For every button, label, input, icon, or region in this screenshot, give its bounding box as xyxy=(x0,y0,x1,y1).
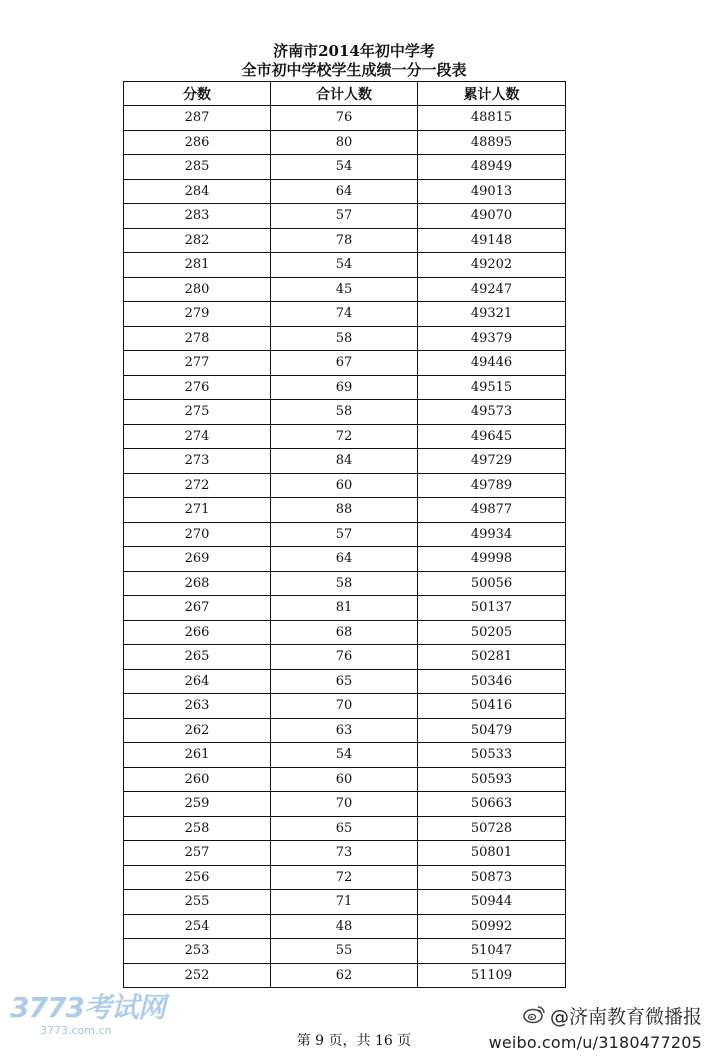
table-row xyxy=(124,743,566,768)
table-row xyxy=(124,449,566,474)
cell-cumulative: 49321 xyxy=(418,302,566,327)
cell-score: 272 xyxy=(124,473,271,498)
cell-score: 262 xyxy=(124,718,271,743)
cell-score: 287 xyxy=(124,106,271,131)
cell-score: 263 xyxy=(124,694,271,719)
cell-score: 277 xyxy=(124,351,271,376)
cell-cumulative: 50944 xyxy=(418,890,566,915)
cell-count: 73 xyxy=(271,841,418,866)
cell-count: 55 xyxy=(271,939,418,964)
cell-cumulative: 50281 xyxy=(418,645,566,670)
cell-count: 67 xyxy=(271,351,418,376)
table-row xyxy=(124,473,566,498)
table-row xyxy=(124,155,566,180)
cell-score: 256 xyxy=(124,865,271,890)
cell-cumulative: 49070 xyxy=(418,204,566,229)
cell-count: 64 xyxy=(271,547,418,572)
cell-count: 54 xyxy=(271,155,418,180)
cell-score: 280 xyxy=(124,277,271,302)
weibo-watermark xyxy=(489,1002,702,1052)
table-row xyxy=(124,547,566,572)
cell-cumulative: 50479 xyxy=(418,718,566,743)
cell-count: 88 xyxy=(271,498,418,523)
cell-score: 258 xyxy=(124,816,271,841)
column-header-score: 分数 xyxy=(124,82,271,106)
cell-count: 78 xyxy=(271,228,418,253)
table-row xyxy=(124,424,566,449)
cell-count: 62 xyxy=(271,963,418,988)
cell-cumulative: 50346 xyxy=(418,669,566,694)
cell-score: 252 xyxy=(124,963,271,988)
cell-count: 64 xyxy=(271,179,418,204)
cell-count: 63 xyxy=(271,718,418,743)
cell-count: 76 xyxy=(271,106,418,131)
cell-score: 265 xyxy=(124,645,271,670)
cell-cumulative: 50663 xyxy=(418,792,566,817)
cell-score: 279 xyxy=(124,302,271,327)
cell-score: 285 xyxy=(124,155,271,180)
cell-cumulative: 49877 xyxy=(418,498,566,523)
table-row xyxy=(124,620,566,645)
cell-count: 58 xyxy=(271,400,418,425)
cell-count: 72 xyxy=(271,424,418,449)
cell-score: 257 xyxy=(124,841,271,866)
cell-cumulative: 48949 xyxy=(418,155,566,180)
cell-count: 57 xyxy=(271,522,418,547)
cell-count: 72 xyxy=(271,865,418,890)
column-header-count: 合计人数 xyxy=(271,82,418,106)
table-row xyxy=(124,351,566,376)
cell-count: 60 xyxy=(271,767,418,792)
cell-score: 254 xyxy=(124,914,271,939)
cell-score: 260 xyxy=(124,767,271,792)
cell-cumulative: 50533 xyxy=(418,743,566,768)
table-row xyxy=(124,914,566,939)
cell-count: 68 xyxy=(271,620,418,645)
site-url: 3773.com.cn xyxy=(40,1024,112,1037)
table-row xyxy=(124,179,566,204)
cell-count: 70 xyxy=(271,694,418,719)
cell-count: 45 xyxy=(271,277,418,302)
table-row xyxy=(124,326,566,351)
table-row xyxy=(124,106,566,131)
cell-cumulative: 49789 xyxy=(418,473,566,498)
cell-score: 259 xyxy=(124,792,271,817)
cell-count: 81 xyxy=(271,596,418,621)
table-row xyxy=(124,963,566,988)
weibo-url: weibo.com/u/3180477205 xyxy=(488,1033,702,1052)
cell-score: 267 xyxy=(124,596,271,621)
weibo-account-name: @济南教育微播报 xyxy=(549,1006,702,1028)
cell-cumulative: 48895 xyxy=(418,130,566,155)
cell-cumulative: 49446 xyxy=(418,351,566,376)
cell-score: 269 xyxy=(124,547,271,572)
cell-score: 266 xyxy=(124,620,271,645)
cell-count: 65 xyxy=(271,816,418,841)
cell-cumulative: 49998 xyxy=(418,547,566,572)
cell-cumulative: 50728 xyxy=(418,816,566,841)
cell-count: 84 xyxy=(271,449,418,474)
cell-count: 70 xyxy=(271,792,418,817)
cell-cumulative: 49934 xyxy=(418,522,566,547)
table-row xyxy=(124,522,566,547)
cell-count: 48 xyxy=(271,914,418,939)
table-row xyxy=(124,498,566,523)
table-row xyxy=(124,375,566,400)
table-row xyxy=(124,865,566,890)
table-row xyxy=(124,718,566,743)
cell-cumulative: 50137 xyxy=(418,596,566,621)
cell-cumulative: 49148 xyxy=(418,228,566,253)
cell-score: 275 xyxy=(124,400,271,425)
table-row xyxy=(124,253,566,278)
cell-count: 76 xyxy=(271,645,418,670)
cell-count: 57 xyxy=(271,204,418,229)
table-header-row xyxy=(124,82,566,106)
table-row xyxy=(124,400,566,425)
cell-score: 284 xyxy=(124,179,271,204)
cell-count: 80 xyxy=(271,130,418,155)
cell-cumulative: 49202 xyxy=(418,253,566,278)
table-row xyxy=(124,792,566,817)
weibo-icon xyxy=(522,1004,546,1028)
table-row xyxy=(124,645,566,670)
cell-score: 281 xyxy=(124,253,271,278)
cell-cumulative: 49013 xyxy=(418,179,566,204)
cell-score: 283 xyxy=(124,204,271,229)
cell-score: 286 xyxy=(124,130,271,155)
cell-count: 65 xyxy=(271,669,418,694)
cell-cumulative: 49645 xyxy=(418,424,566,449)
cell-cumulative: 50416 xyxy=(418,694,566,719)
cell-score: 268 xyxy=(124,571,271,596)
cell-cumulative: 49247 xyxy=(418,277,566,302)
table-row xyxy=(124,694,566,719)
page-number: 第 9 页，共 16 页 xyxy=(296,1033,412,1049)
cell-cumulative: 48815 xyxy=(418,106,566,131)
cell-cumulative: 50593 xyxy=(418,767,566,792)
cell-cumulative: 50992 xyxy=(418,914,566,939)
cell-count: 69 xyxy=(271,375,418,400)
table-row xyxy=(124,228,566,253)
cell-count: 58 xyxy=(271,571,418,596)
document-subtitle: 全市初中学校学生成绩一分一段表 xyxy=(241,61,467,79)
cell-score: 264 xyxy=(124,669,271,694)
cell-count: 60 xyxy=(271,473,418,498)
cell-score: 270 xyxy=(124,522,271,547)
table-row xyxy=(124,277,566,302)
cell-score: 271 xyxy=(124,498,271,523)
table-row xyxy=(124,669,566,694)
cell-cumulative: 51047 xyxy=(418,939,566,964)
cell-score: 273 xyxy=(124,449,271,474)
cell-cumulative: 51109 xyxy=(418,963,566,988)
cell-score: 276 xyxy=(124,375,271,400)
cell-score: 261 xyxy=(124,743,271,768)
table-row xyxy=(124,571,566,596)
site-watermark xyxy=(10,992,180,1042)
column-header-cumulative: 累计人数 xyxy=(418,82,566,106)
cell-count: 71 xyxy=(271,890,418,915)
table-row xyxy=(124,816,566,841)
cell-score: 278 xyxy=(124,326,271,351)
document-title: 济南市2014年初中学考 xyxy=(273,42,435,60)
cell-score: 255 xyxy=(124,890,271,915)
cell-count: 54 xyxy=(271,253,418,278)
table-row xyxy=(124,596,566,621)
table-row xyxy=(124,890,566,915)
cell-score: 282 xyxy=(124,228,271,253)
cell-score: 274 xyxy=(124,424,271,449)
table-row xyxy=(124,939,566,964)
table-row xyxy=(124,767,566,792)
cell-cumulative: 50873 xyxy=(418,865,566,890)
cell-cumulative: 49573 xyxy=(418,400,566,425)
table-row xyxy=(124,130,566,155)
cell-count: 54 xyxy=(271,743,418,768)
cell-cumulative: 50801 xyxy=(418,841,566,866)
cell-score: 253 xyxy=(124,939,271,964)
table-row xyxy=(124,302,566,327)
cell-cumulative: 49729 xyxy=(418,449,566,474)
cell-cumulative: 50056 xyxy=(418,571,566,596)
table-row xyxy=(124,841,566,866)
cell-cumulative: 49515 xyxy=(418,375,566,400)
cell-cumulative: 50205 xyxy=(418,620,566,645)
score-distribution-table xyxy=(123,81,566,988)
site-logo: 3773考试网 xyxy=(10,991,165,1024)
cell-cumulative: 49379 xyxy=(418,326,566,351)
table-row xyxy=(124,204,566,229)
cell-count: 58 xyxy=(271,326,418,351)
cell-count: 74 xyxy=(271,302,418,327)
